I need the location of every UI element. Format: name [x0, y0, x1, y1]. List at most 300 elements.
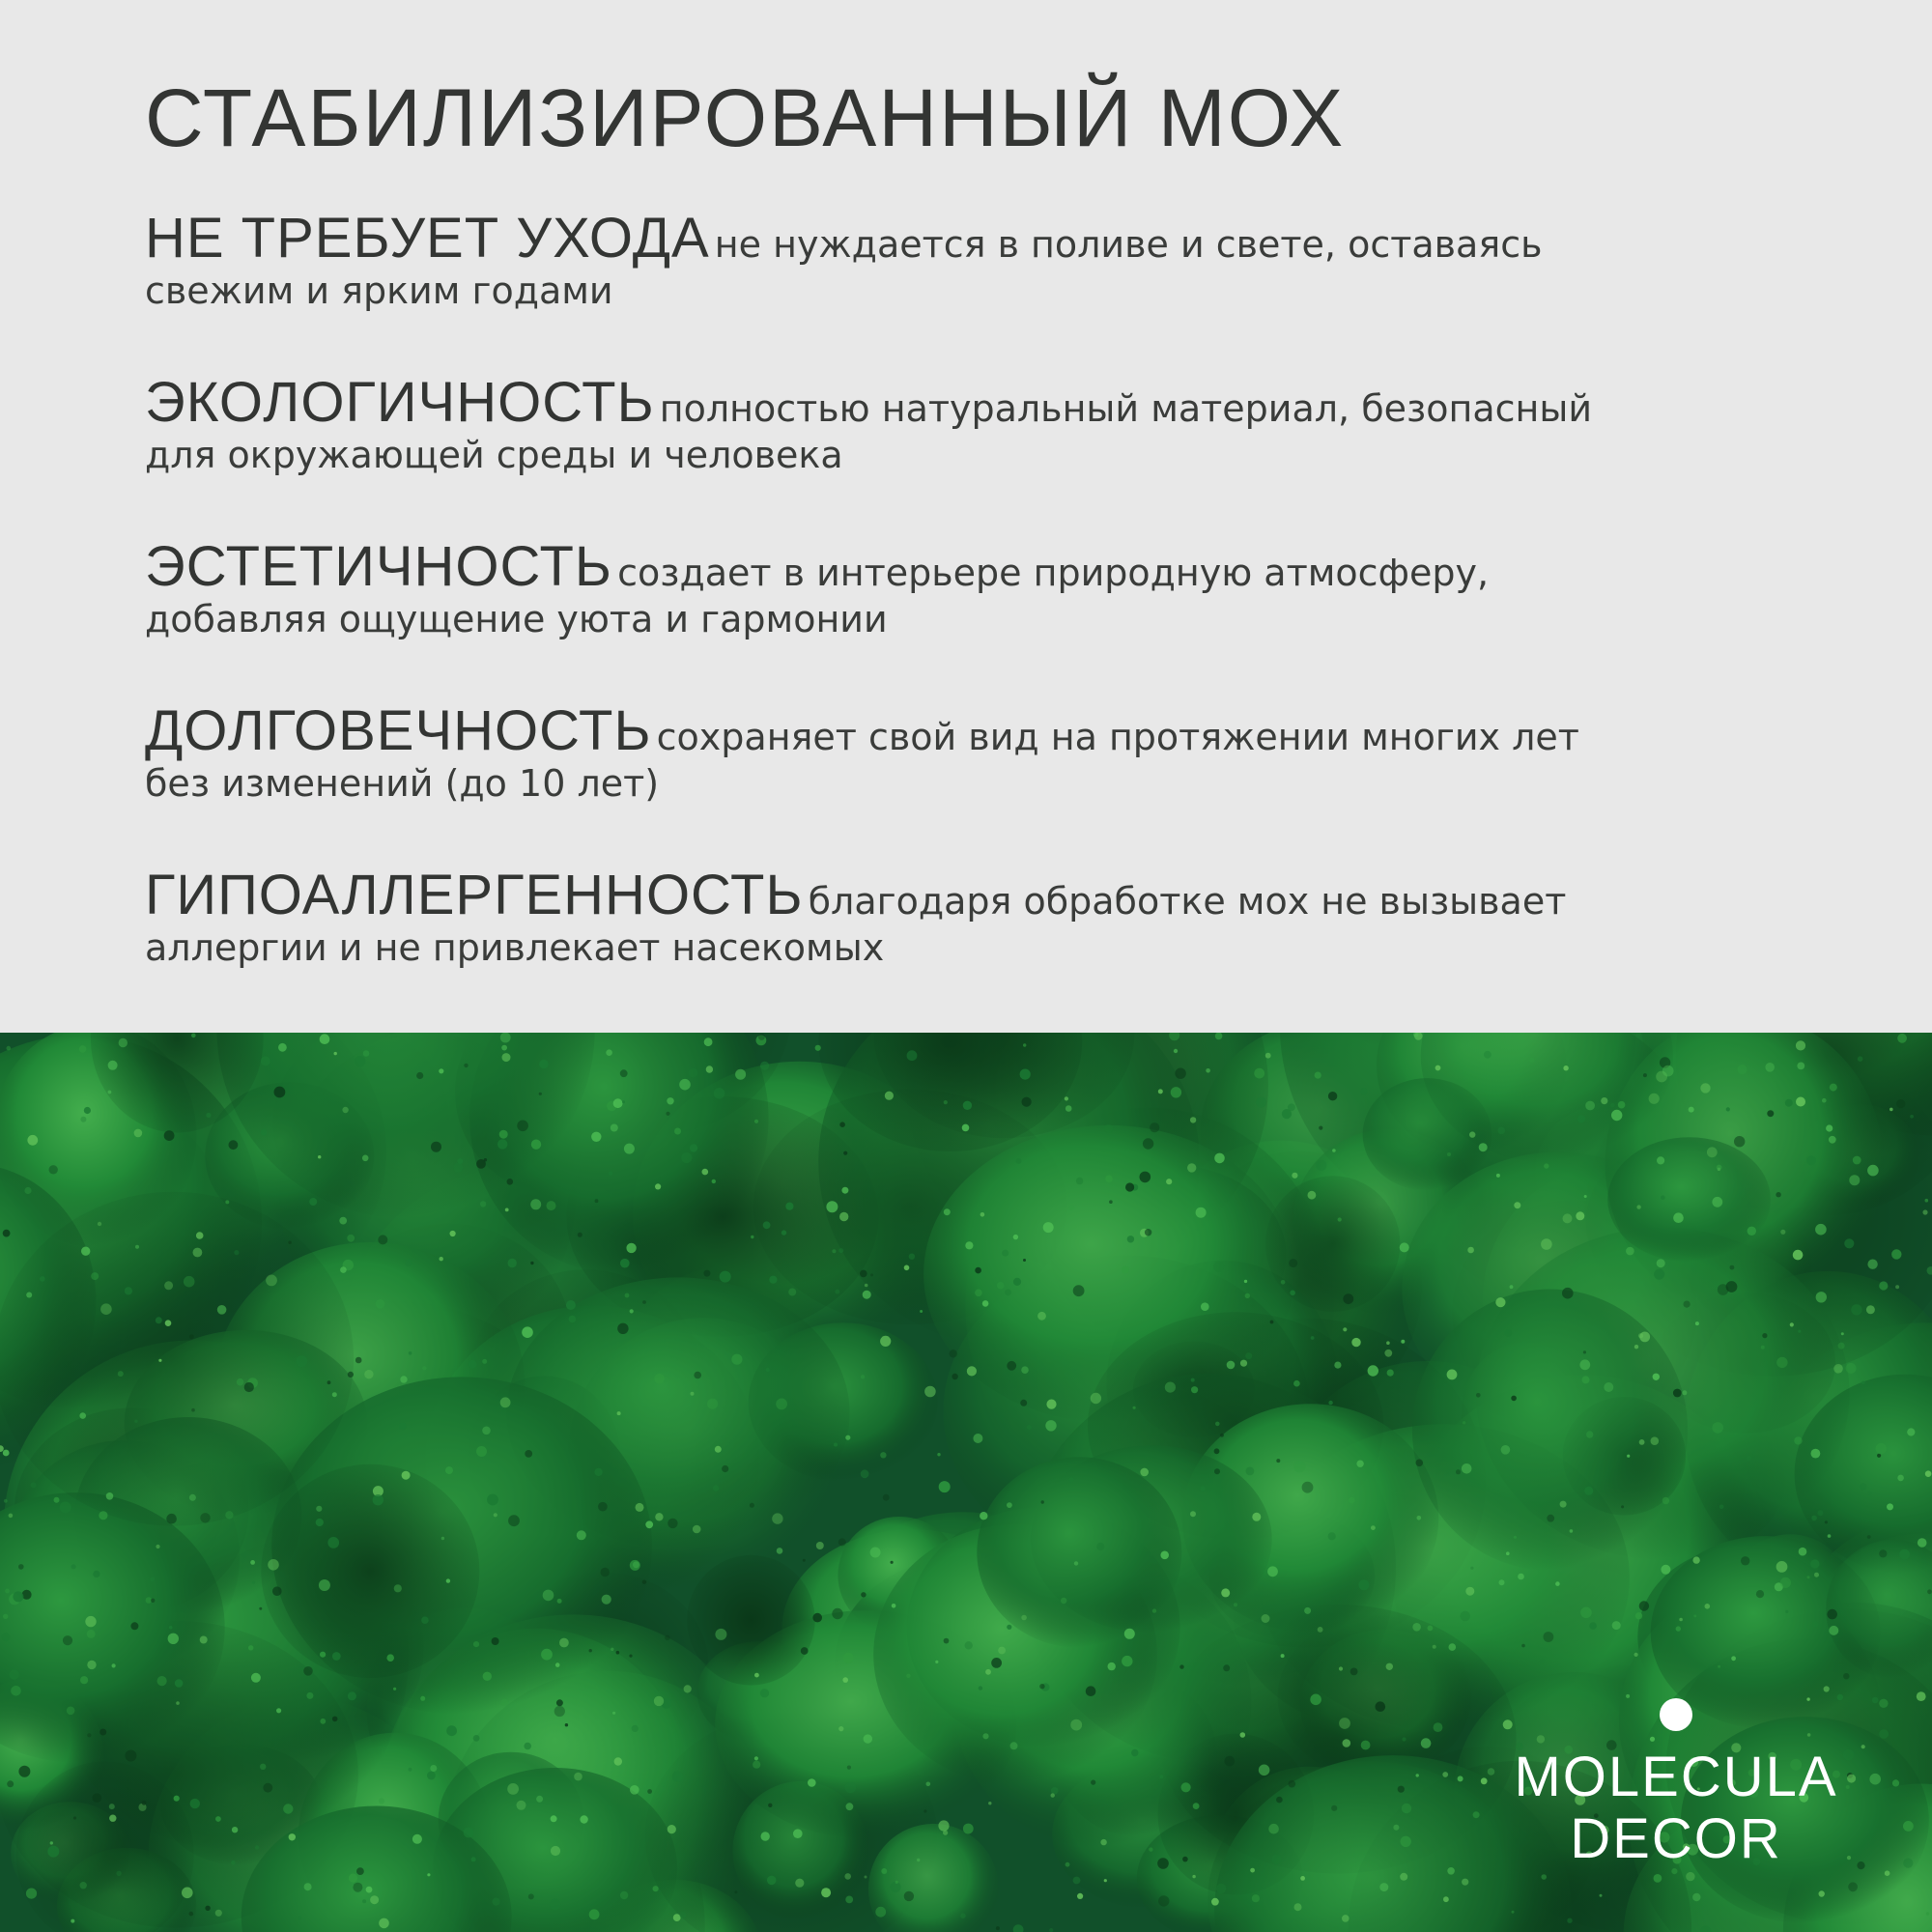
moss-speckle: [870, 1273, 873, 1276]
moss-speckle: [1476, 1393, 1481, 1398]
moss-speckle: [1384, 1350, 1392, 1357]
moss-speckle: [1693, 1614, 1696, 1617]
moss-speckle: [412, 1834, 422, 1844]
moss-speckle: [347, 1235, 355, 1242]
moss-speckle: [1734, 1136, 1745, 1147]
moss-speckle: [655, 1183, 661, 1189]
moss-speckle: [1785, 1610, 1788, 1613]
moss-speckle: [80, 1676, 88, 1684]
moss-speckle: [26, 1889, 37, 1899]
moss-speckle: [304, 1883, 312, 1890]
moss-clump: [1412, 1290, 1688, 1571]
moss-speckle: [7, 1780, 14, 1787]
moss-speckle: [842, 1677, 848, 1683]
moss-speckle: [1343, 1293, 1353, 1304]
moss-speckle: [1586, 1431, 1593, 1437]
moss-speckle: [1806, 1155, 1816, 1165]
moss-speckle: [1765, 1063, 1775, 1072]
moss-speckle: [1125, 1182, 1134, 1191]
moss-speckle: [1793, 1250, 1804, 1261]
moss-speckle: [630, 1309, 634, 1313]
moss-speckle: [1182, 1857, 1188, 1862]
moss-speckle: [589, 1909, 600, 1919]
feature-description: благодаря обработке мох не вызывает: [808, 880, 1567, 923]
moss-speckle: [1866, 1305, 1875, 1314]
moss-speckle: [232, 1827, 238, 1833]
moss-speckle: [803, 1559, 806, 1562]
moss-speckle: [1223, 1664, 1230, 1671]
moss-speckle: [1879, 1729, 1889, 1739]
moss-speckle: [672, 1771, 683, 1781]
moss-speckle: [985, 1669, 991, 1675]
moss-speckle: [1511, 1396, 1517, 1402]
moss-speckle: [766, 1368, 770, 1372]
moss-speckle: [1045, 1420, 1056, 1431]
moss-speckle: [1076, 1178, 1083, 1184]
moss-speckle: [654, 1696, 664, 1706]
moss-speckle: [112, 1663, 116, 1667]
moss-speckle: [362, 1155, 369, 1162]
moss-speckle: [1817, 1510, 1823, 1516]
moss-speckle: [1256, 1097, 1266, 1108]
moss-speckle: [190, 1799, 200, 1808]
moss-speckle: [100, 1303, 112, 1315]
moss-speckle: [263, 1783, 272, 1793]
moss-speckle: [892, 1604, 896, 1608]
moss-speckle: [1246, 1467, 1255, 1476]
moss-speckle: [206, 1113, 211, 1118]
moss-speckle: [1108, 1662, 1116, 1670]
moss-speckle: [446, 1578, 450, 1582]
moss-speckle: [134, 1420, 137, 1423]
moss-speckle: [1910, 1115, 1914, 1119]
moss-speckle: [376, 1299, 385, 1309]
moss-speckle: [1825, 1520, 1828, 1523]
moss-speckle: [880, 1452, 886, 1458]
moss-speckle: [1903, 1859, 1913, 1868]
moss-speckle: [1152, 1608, 1156, 1612]
feature-description: полностью натуральный материал, безопасный: [659, 387, 1593, 430]
moss-speckle: [500, 1033, 511, 1042]
moss-speckle: [795, 1879, 804, 1888]
moss-speckle: [1484, 1051, 1492, 1059]
moss-speckle: [1065, 1862, 1070, 1867]
moss-speckle: [109, 1815, 116, 1822]
moss-speckle: [1401, 1836, 1411, 1847]
moss-speckle: [1022, 1097, 1032, 1107]
moss-speckle: [589, 1649, 592, 1652]
moss-speckle: [81, 1247, 90, 1256]
moss-speckle: [1267, 1566, 1278, 1577]
moss-speckle: [909, 1254, 915, 1260]
moss-speckle: [231, 1861, 235, 1864]
moss-speckle: [1460, 1611, 1470, 1622]
brand-name-line1: MOLECULA: [1514, 1746, 1838, 1808]
feature-description: сохраняет свой вид на протяжении многих лет: [656, 716, 1579, 758]
moss-speckle: [767, 1876, 777, 1886]
moss-speckle: [1684, 1301, 1690, 1308]
moss-speckle: [835, 1290, 839, 1294]
moss-speckle: [601, 1568, 610, 1577]
moss-speckle: [1654, 1874, 1662, 1883]
moss-speckle: [1579, 1359, 1590, 1370]
moss-speckle: [998, 1647, 1006, 1655]
moss-speckle: [654, 1374, 665, 1384]
moss-speckle: [31, 1482, 37, 1488]
moss-speckle: [1379, 1883, 1388, 1891]
moss-speckle: [9, 1514, 14, 1519]
moss-speckle: [500, 1698, 508, 1706]
moss-speckle: [1731, 1656, 1736, 1661]
moss-speckle: [260, 1764, 266, 1770]
moss-speckle: [531, 1140, 541, 1150]
moss-speckle: [80, 1882, 87, 1889]
moss-speckle: [938, 1820, 949, 1831]
moss-speckle: [1007, 1361, 1016, 1371]
moss-speckle: [769, 1276, 777, 1284]
moss-speckle: [283, 1804, 293, 1813]
moss-speckle: [79, 1412, 86, 1419]
moss-speckle: [1271, 1855, 1281, 1864]
moss-speckle: [609, 1172, 612, 1176]
moss-speckle: [1294, 1903, 1302, 1911]
moss-speckle: [793, 1829, 803, 1838]
moss-speckle: [348, 1372, 354, 1378]
moss-speckle: [543, 1590, 554, 1602]
moss-speckle: [420, 1696, 425, 1701]
moss-speckle: [655, 1513, 663, 1520]
moss-speckle: [73, 1816, 76, 1819]
moss-speckle: [1843, 1673, 1849, 1679]
moss-speckle: [150, 1577, 155, 1581]
moss-speckle: [808, 1778, 816, 1787]
moss-speckle: [1707, 1147, 1718, 1157]
moss-speckle: [1879, 1549, 1887, 1557]
moss-speckle: [355, 1357, 362, 1364]
moss-speckle: [1673, 1389, 1682, 1398]
moss-speckle: [422, 1366, 426, 1370]
moss-speckle: [1201, 1302, 1209, 1311]
moss-speckle: [1767, 1110, 1774, 1117]
moss-speckle: [261, 1057, 270, 1066]
moss-speckle: [497, 1139, 507, 1149]
moss-speckle: [1206, 1068, 1210, 1073]
moss-speckle: [939, 1481, 951, 1492]
moss-speckle: [134, 1129, 143, 1138]
moss-speckle: [409, 1768, 412, 1772]
moss-speckle: [427, 1772, 436, 1780]
moss-speckle: [416, 1072, 423, 1079]
moss-speckle: [1428, 1626, 1434, 1632]
moss-speckle: [1695, 1321, 1699, 1325]
moss-speckle: [1216, 1884, 1226, 1893]
moss-speckle: [1762, 1333, 1767, 1338]
moss-speckle: [812, 1613, 822, 1623]
moss-speckle: [125, 1287, 132, 1294]
moss-speckle: [125, 1750, 136, 1762]
moss-speckle: [1417, 1516, 1422, 1520]
moss-speckle: [135, 1245, 139, 1249]
moss-speckle: [1889, 1108, 1893, 1112]
moss-speckle: [379, 1918, 389, 1929]
moss-speckle: [1661, 1195, 1665, 1200]
moss-speckle: [251, 1673, 261, 1683]
moss-speckle: [184, 1276, 195, 1288]
moss-speckle: [327, 1380, 331, 1384]
moss-speckle: [975, 1267, 981, 1274]
moss-speckle: [1662, 1065, 1674, 1077]
moss-speckle: [788, 1289, 796, 1296]
moss-speckle: [528, 1893, 534, 1899]
moss-speckle: [703, 1270, 710, 1277]
moss-speckle: [1747, 1227, 1756, 1236]
moss-speckle: [630, 1560, 640, 1571]
moss-speckle: [480, 1201, 486, 1207]
moss-speckle: [492, 1637, 499, 1645]
moss-speckle: [116, 1871, 121, 1876]
moss-speckle: [1469, 1131, 1475, 1137]
moss-speckle: [1037, 1312, 1046, 1321]
moss-speckle: [1331, 1805, 1337, 1811]
moss-speckle: [1421, 1738, 1432, 1748]
moss-speckle: [982, 1300, 989, 1307]
moss-speckle: [158, 1359, 161, 1362]
moss-speckle: [693, 1525, 701, 1534]
moss-speckle: [473, 1641, 479, 1647]
moss-speckle: [379, 1798, 384, 1804]
moss-speckle: [1140, 1468, 1149, 1477]
moss-speckle: [471, 1857, 476, 1861]
moss-speckle: [1885, 1870, 1890, 1876]
moss-speckle: [1824, 1686, 1830, 1691]
moss-speckle: [99, 1729, 106, 1736]
moss-speckle: [1213, 1262, 1224, 1272]
moss-speckle: [427, 1873, 430, 1876]
moss-speckle: [838, 1538, 846, 1546]
moss-speckle: [1007, 1502, 1012, 1508]
moss-speckle: [1190, 1117, 1196, 1122]
moss-speckle: [1857, 1861, 1864, 1869]
moss-speckle: [712, 1179, 716, 1183]
moss-speckle: [1741, 1556, 1749, 1565]
moss-speckle: [1262, 1614, 1270, 1623]
moss-speckle: [18, 1564, 24, 1570]
moss-speckle: [1043, 1222, 1054, 1233]
moss-speckle: [1576, 1211, 1584, 1220]
moss-speckle: [1634, 1345, 1638, 1349]
moss-speckle: [156, 1317, 162, 1323]
moss-speckle: [960, 1913, 966, 1918]
moss-speckle: [702, 1169, 709, 1176]
feature-description: не нуждается в поливе и свете, оставаясь: [714, 223, 1543, 266]
moss-speckle: [1124, 1629, 1135, 1639]
moss-speckle: [622, 1100, 625, 1103]
moss-speckle: [1171, 1087, 1181, 1097]
moss-speckle: [1869, 1774, 1881, 1785]
moss-speckle: [1927, 1589, 1932, 1594]
moss-speckle: [1814, 1573, 1819, 1577]
moss-speckle: [378, 1235, 387, 1244]
moss-speckle: [1776, 1192, 1780, 1197]
moss-speckle: [1541, 1874, 1547, 1880]
moss-speckle: [982, 1733, 988, 1739]
moss-speckle: [551, 1815, 557, 1822]
moss-speckle: [1676, 1626, 1681, 1631]
moss-speckle: [1308, 1191, 1317, 1200]
moss-speckle: [772, 1513, 782, 1523]
moss-speckle: [1304, 1607, 1311, 1614]
moss-speckle: [1316, 1160, 1326, 1171]
moss-speckle: [690, 1144, 697, 1151]
moss-speckle: [80, 1117, 86, 1122]
moss-speckle: [801, 1647, 809, 1655]
moss-speckle: [520, 1457, 524, 1461]
moss-speckle: [215, 1816, 221, 1822]
moss-speckle: [1069, 1206, 1074, 1210]
moss-speckle: [1540, 1659, 1545, 1663]
moss-speckle: [1897, 1034, 1907, 1043]
moss-speckle: [1673, 1212, 1684, 1223]
moss-speckle: [176, 1701, 180, 1705]
moss-speckle: [1470, 1567, 1473, 1570]
moss-speckle: [1133, 1406, 1136, 1409]
moss-speckle: [3, 1450, 10, 1457]
moss-speckle: [785, 1203, 793, 1210]
moss-speckle: [157, 1676, 167, 1686]
moss-speckle: [1501, 1445, 1511, 1455]
moss-speckle: [895, 1881, 898, 1884]
feature-description-continued: аллергии и не привлекает насекомых: [145, 926, 885, 969]
moss-speckle: [1449, 1643, 1457, 1651]
moss-speckle: [1276, 1459, 1280, 1463]
moss-speckle: [1447, 1370, 1458, 1380]
moss-speckle: [394, 1584, 402, 1592]
moss-speckle: [439, 1068, 443, 1073]
moss-speckle: [1521, 1644, 1525, 1648]
feature-item: [145, 371, 1845, 539]
moss-speckle: [1100, 1839, 1106, 1845]
moss-speckle: [1351, 1338, 1360, 1347]
moss-speckle: [1361, 1088, 1368, 1094]
moss-speckle: [1499, 1579, 1505, 1585]
moss-speckle: [1442, 1772, 1448, 1777]
moss-clump: [687, 1555, 815, 1686]
moss-speckle: [706, 1065, 713, 1072]
moss-speckle: [303, 1666, 313, 1676]
moss-speckle: [1013, 1235, 1018, 1239]
moss-speckle: [904, 1265, 910, 1271]
moss-speckle: [166, 1514, 177, 1524]
moss-speckle: [1463, 1421, 1465, 1424]
moss-speckle: [169, 1626, 172, 1629]
moss-speckle: [832, 1249, 836, 1253]
moss-speckle: [642, 1580, 646, 1584]
moss-speckle: [1010, 1742, 1018, 1749]
moss-speckle: [393, 1688, 396, 1690]
moss-speckle: [1368, 1365, 1378, 1376]
moss-speckle: [1140, 1172, 1151, 1183]
moss-speckle: [423, 1108, 427, 1112]
moss-speckle: [832, 1608, 842, 1619]
moss-speckle: [164, 1130, 175, 1141]
moss-speckle: [632, 1725, 639, 1732]
moss-speckle: [1214, 1153, 1225, 1164]
moss-speckle: [776, 1399, 787, 1410]
moss-speckle: [7, 1046, 12, 1051]
feature-item: [145, 535, 1845, 703]
moss-speckle: [1400, 1873, 1407, 1881]
moss-speckle: [1712, 1197, 1722, 1208]
moss-speckle: [1797, 1063, 1804, 1070]
moss-speckle: [142, 1801, 147, 1805]
moss-speckle: [1830, 1084, 1837, 1092]
moss-speckle: [826, 1201, 838, 1212]
moss-speckle: [1328, 1401, 1332, 1405]
moss-speckle: [551, 1846, 560, 1856]
moss-speckle: [1737, 1065, 1747, 1074]
moss-speckle: [1416, 1460, 1424, 1467]
moss-speckle: [1925, 1470, 1932, 1477]
moss-speckle: [1654, 1269, 1664, 1280]
moss-speckle: [309, 1198, 317, 1206]
moss-speckle: [1828, 1534, 1832, 1538]
moss-speckle: [3, 1614, 8, 1619]
moss-speckle: [524, 1743, 531, 1750]
moss-speckle: [715, 1629, 726, 1640]
moss-speckle: [505, 1208, 509, 1212]
moss-speckle: [845, 1896, 853, 1904]
moss-speckle: [1165, 1382, 1176, 1393]
moss-speckle: [106, 1492, 114, 1500]
moss-speckle: [1021, 1615, 1027, 1621]
moss-speckle: [1145, 1229, 1151, 1236]
moss-speckle: [18, 1766, 30, 1777]
moss-speckle: [507, 1783, 519, 1795]
moss-speckle: [1872, 1697, 1879, 1704]
moss-speckle: [483, 1672, 492, 1681]
moss-speckle: [620, 1259, 630, 1268]
moss-speckle: [370, 1895, 379, 1904]
moss-speckle: [614, 1757, 622, 1765]
moss-speckle: [1339, 1718, 1350, 1729]
moss-speckle: [1338, 1217, 1342, 1221]
moss-speckle: [1358, 1579, 1369, 1590]
moss-speckle: [400, 1376, 407, 1382]
moss-speckle: [735, 1069, 746, 1080]
moss-speckle: [617, 1323, 628, 1334]
moss-speckle: [843, 1151, 847, 1155]
moss-speckle: [268, 1559, 279, 1571]
moss-speckle: [1799, 1548, 1807, 1556]
moss-speckle: [1091, 1780, 1095, 1785]
moss-speckle: [1544, 1632, 1554, 1642]
moss-speckle: [907, 1050, 918, 1061]
moss-speckle: [704, 1037, 713, 1046]
moss-speckle: [920, 1310, 923, 1313]
moss-speckle: [865, 1284, 868, 1288]
moss-speckle: [259, 1607, 262, 1610]
moss-speckle: [469, 1360, 477, 1369]
moss-speckle: [642, 1300, 646, 1304]
moss-speckle: [1175, 1068, 1185, 1079]
moss-speckle: [1661, 1565, 1670, 1575]
moss-speckle: [332, 1652, 341, 1661]
moss-speckle: [1657, 1156, 1664, 1164]
moss-speckle: [1626, 1247, 1634, 1256]
moss-speckle: [1074, 1561, 1078, 1565]
moss-speckle: [636, 1503, 644, 1512]
moss-speckle: [1433, 1645, 1436, 1649]
